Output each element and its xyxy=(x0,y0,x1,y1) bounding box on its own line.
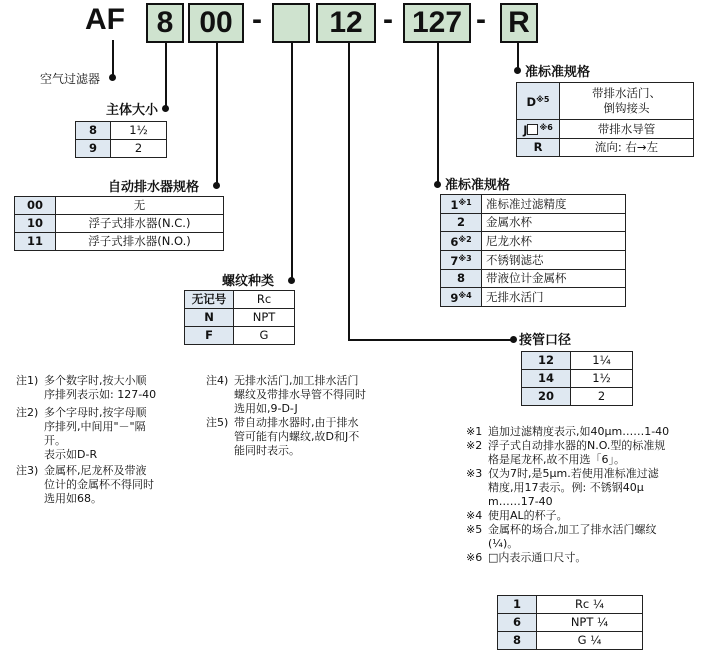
table-cell: 带液位计金属杯 xyxy=(482,270,626,288)
note-item xyxy=(16,464,201,506)
note-line: 追加过滤精度表示,如40μm……1-40 xyxy=(488,425,670,438)
auto-drain-table xyxy=(14,196,224,251)
table-row xyxy=(441,232,626,251)
note-body xyxy=(44,406,147,462)
table-cell: 无 xyxy=(56,197,224,215)
thread-table xyxy=(184,290,295,345)
notes-right xyxy=(466,425,702,565)
table-row xyxy=(522,388,633,406)
note-line: 精度,用17表示。例: 不锈钢40μ xyxy=(488,481,644,494)
suffix-key-d: D xyxy=(526,95,537,109)
note-key: ※5 xyxy=(466,523,483,536)
body-size-table xyxy=(75,121,167,158)
note-line: 管可能有内螺纹,故D和J不 xyxy=(234,430,360,443)
option-key: 8 xyxy=(456,271,465,285)
table-cell: 14 xyxy=(522,370,571,388)
table-cell xyxy=(441,288,482,307)
table-row xyxy=(522,370,633,388)
table-cell: G xyxy=(234,327,295,345)
note-key: ※1 xyxy=(466,425,483,438)
note-body xyxy=(488,467,659,509)
note-item xyxy=(466,439,702,467)
note-line: 金属杯,尼龙杯及带液 xyxy=(44,464,147,477)
table-cell: NPT xyxy=(234,309,295,327)
table-row xyxy=(441,195,626,214)
note-body xyxy=(44,374,156,402)
table-cell: 准标准过滤精度 xyxy=(482,195,626,214)
note-item xyxy=(206,374,406,416)
table-cell: 浮子式排水器(N.O.) xyxy=(56,233,224,251)
table-cell xyxy=(441,195,482,214)
note-item xyxy=(206,416,406,458)
note-line: □内表示通口尺寸。 xyxy=(488,551,587,564)
body-size-label: 主体大小 xyxy=(106,103,159,118)
note-body xyxy=(44,464,154,506)
table-cell: 8 xyxy=(76,122,111,140)
note-mark: ※6 xyxy=(539,123,553,132)
table-cell: 11 xyxy=(15,233,56,251)
table-cell: 6 xyxy=(498,614,537,632)
note-body xyxy=(488,523,657,551)
connector-line xyxy=(112,40,114,78)
note-line: 序排列表示如: 127-40 xyxy=(44,388,157,401)
note-line: 序排列,中间用"－"隔 xyxy=(44,420,146,433)
note-key: 注5) xyxy=(206,416,229,429)
table-cell: Rc xyxy=(234,291,295,309)
table-cell: 9 xyxy=(76,140,111,158)
note-item xyxy=(466,551,702,565)
note-item xyxy=(466,523,702,551)
table-cell: 1 xyxy=(498,596,537,614)
table-row xyxy=(76,140,167,158)
note-line: 开。 xyxy=(44,434,66,447)
table-cell: NPT ¼ xyxy=(537,614,643,632)
code-suffix-box: R xyxy=(500,3,538,43)
auto-drain-label: 自动排水器规格 xyxy=(108,180,200,195)
option-key: 1 xyxy=(450,198,459,212)
table-row xyxy=(185,291,295,309)
connector-dot xyxy=(109,74,116,81)
table-row xyxy=(522,352,633,370)
note-line: 螺纹及带排水导管不得同时 xyxy=(234,388,366,401)
note-mark: ※2 xyxy=(458,235,472,244)
connector-line xyxy=(291,43,293,282)
table-cell: 10 xyxy=(15,215,56,233)
note-line: (¼)。 xyxy=(488,537,519,550)
option-key: 9 xyxy=(450,291,459,305)
note-body xyxy=(488,439,665,467)
connector-line xyxy=(348,339,512,341)
code-drain-box: 00 xyxy=(188,3,244,43)
thread-label: 螺纹种类 xyxy=(222,274,275,289)
option-spec-label: 准标准规格 xyxy=(445,178,511,193)
table-row xyxy=(441,251,626,270)
note-line: 金属杯的场合,加工了排水活门螺纹 xyxy=(488,523,657,536)
table-cell: 无记号 xyxy=(185,291,234,309)
note-mark: ※5 xyxy=(536,95,550,104)
table-row xyxy=(441,288,626,307)
table-row xyxy=(517,139,694,157)
note-line: 使用AL的杯子。 xyxy=(488,509,568,522)
table-cell: 00 xyxy=(15,197,56,215)
connector-dot xyxy=(510,336,517,343)
code-option-box: 127 xyxy=(403,3,471,43)
table-row xyxy=(76,122,167,140)
note-line: 多个数字时,按大小顺 xyxy=(44,374,147,387)
note-line: m……17-40 xyxy=(488,495,553,508)
note-item xyxy=(16,374,201,402)
suffix-d-desc-2: 倒钩接头 xyxy=(603,101,650,115)
option-key: 2 xyxy=(456,215,465,229)
suffix-spec-table xyxy=(516,82,694,157)
notes-left xyxy=(16,374,201,506)
note-line: 表示如D-R xyxy=(44,448,98,461)
connector-dot xyxy=(288,277,295,284)
table-row xyxy=(185,327,295,345)
note-body xyxy=(488,551,586,565)
note-item xyxy=(466,467,702,509)
note-line: 多个字母时,按字母顺 xyxy=(44,406,147,419)
note-line: 无排水活门,加工排水活门 xyxy=(234,374,359,387)
code-dash-3: - xyxy=(476,3,486,36)
table-cell: 1½ xyxy=(111,122,167,140)
table-cell: 不锈钢滤芯 xyxy=(482,251,626,270)
table-cell: 1½ xyxy=(571,370,633,388)
suffix-spec-label: 准标准规格 xyxy=(525,65,591,80)
table-row xyxy=(185,309,295,327)
air-filter-label: 空气过滤器 xyxy=(40,72,101,86)
note-line: 选用如,9-D-J xyxy=(234,402,298,415)
table-cell xyxy=(517,83,560,120)
code-thread-box xyxy=(272,3,310,43)
connector-line xyxy=(165,43,167,109)
table-row xyxy=(498,614,643,632)
code-size-box: 8 xyxy=(146,3,184,43)
table-cell: 尼龙水杯 xyxy=(482,232,626,251)
note-mark: ※3 xyxy=(458,254,472,263)
table-cell: 带排水导管 xyxy=(560,120,694,139)
note-line: 选用如68。 xyxy=(44,492,102,505)
table-row xyxy=(15,197,224,215)
table-cell xyxy=(441,270,482,288)
square-icon xyxy=(527,124,538,135)
note-body xyxy=(488,425,669,439)
table-cell: 8 xyxy=(498,632,537,650)
suffix-key-j: J xyxy=(523,123,528,137)
note-key: 注2) xyxy=(16,406,39,419)
table-cell xyxy=(441,232,482,251)
code-dash-1: - xyxy=(252,3,262,36)
note-item xyxy=(16,406,201,462)
note-item xyxy=(466,509,702,523)
note-item xyxy=(466,425,702,439)
note-body xyxy=(234,374,366,416)
table-row xyxy=(517,120,694,139)
table-cell: 2 xyxy=(571,388,633,406)
table-cell: 流向: 右→左 xyxy=(560,139,694,157)
table-cell: 2 xyxy=(111,140,167,158)
table-cell: Rc ¼ xyxy=(537,596,643,614)
code-dash-2: - xyxy=(383,3,393,36)
connector-line xyxy=(216,43,218,186)
connector-dot xyxy=(162,105,169,112)
note-line: 浮子式自动排水器的N.O.型的标准规 xyxy=(488,439,666,452)
notes-middle xyxy=(206,374,406,458)
option-key: 7 xyxy=(450,254,459,268)
table-cell: R xyxy=(517,139,560,157)
connector-dot xyxy=(514,67,521,74)
code-prefix: AF xyxy=(85,3,125,36)
table-cell xyxy=(517,120,560,139)
note-body xyxy=(488,509,568,523)
table-row xyxy=(498,632,643,650)
note-key: ※4 xyxy=(466,509,483,522)
table-cell: 金属水杯 xyxy=(482,214,626,232)
option-spec-table xyxy=(440,194,626,307)
option-key: 6 xyxy=(450,235,459,249)
table-cell xyxy=(560,83,694,120)
suffix-d-desc-1: 带排水活门、 xyxy=(592,86,661,100)
note-line: 位计的金属杯不得同时 xyxy=(44,478,154,491)
table-row xyxy=(441,214,626,232)
connector-dot xyxy=(213,182,220,189)
connector-line xyxy=(437,43,439,185)
table-row xyxy=(517,83,694,120)
table-cell xyxy=(441,214,482,232)
table-row xyxy=(498,596,643,614)
note-line: 格是尾龙杯,故不用选「6」。 xyxy=(488,453,625,466)
note-mark: ※1 xyxy=(458,198,472,207)
note-key: ※6 xyxy=(466,551,483,564)
table-cell: F xyxy=(185,327,234,345)
table-row xyxy=(441,270,626,288)
connector-dot xyxy=(434,181,441,188)
table-cell: 12 xyxy=(522,352,571,370)
note-key: ※2 xyxy=(466,439,483,452)
note-mark: ※4 xyxy=(458,291,472,300)
connector-line xyxy=(348,43,350,340)
note-key: 注4) xyxy=(206,374,229,387)
port-size-table xyxy=(521,351,633,406)
table-cell: 浮子式排水器(N.C.) xyxy=(56,215,224,233)
table-row xyxy=(15,233,224,251)
note-key: ※3 xyxy=(466,467,483,480)
note-line: 能同时表示。 xyxy=(234,444,300,457)
note-key: 注3) xyxy=(16,464,39,477)
table-cell: N xyxy=(185,309,234,327)
note-line: 带自动排水器时,由于排水 xyxy=(234,416,359,429)
table-cell: 1¼ xyxy=(571,352,633,370)
table-row xyxy=(15,215,224,233)
port-label: 接管口径 xyxy=(519,333,572,348)
table-cell: G ¼ xyxy=(537,632,643,650)
table-cell xyxy=(441,251,482,270)
note-key: 注1) xyxy=(16,374,39,387)
note-line: 仅为7时,是5μm.若使用准标准过滤 xyxy=(488,467,659,480)
table-cell: 20 xyxy=(522,388,571,406)
thread-size-table xyxy=(497,595,643,650)
table-cell: 无排水活门 xyxy=(482,288,626,307)
code-port-box: 12 xyxy=(316,3,376,43)
note-body xyxy=(234,416,359,458)
